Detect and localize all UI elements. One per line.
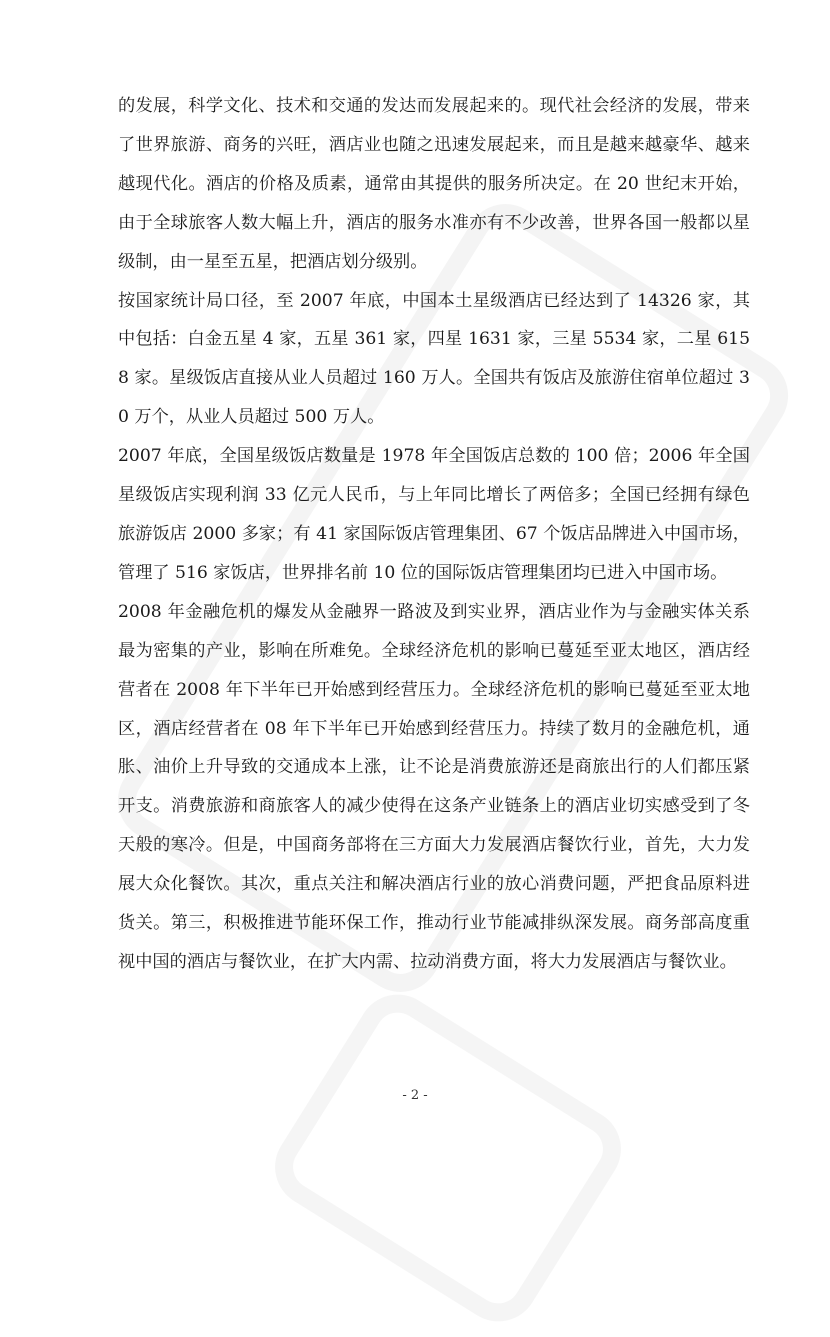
- document-body: [118, 87, 750, 982]
- page-number: - 2 -: [402, 1088, 428, 1103]
- watermark: [260, 980, 636, 1337]
- paragraph-star-hotel-stats: 按国家统计局口径，至 2007 年底，中国本土星级酒店已经达到了 14326 家，其中包括：白金五星 4 家，五星 361 家，四星 1631 家，三星 5534 家，二星 6158 家。星级饭店直接从业人员超过 160 万人。全国共有饭店及旅游住宿单位超过 30 万个，从业人员超过 500 万人。: [118, 290, 750, 428]
- paragraph-2008-financial-crisis: 2008 年金融危机的爆发从金融界一路波及到实业界，酒店业作为与金融实体关系最为密集的产业，影响在所难免。全球经济危机的影响已蔓延至亚太地区，酒店经营者在 2008 年下半年已开始感到经营压力。全球经济危机的影响已蔓延至亚太地区，酒店经营者在 08 年下半年已开始感到经营压力。持续了数月的金融危机，通胀、油价上升导致的交通成本上涨，让不论是消费旅游还是商旅出行的人们都压紧开支。消费旅游和商旅客人的减少使得在这条产业链条上的酒店业切实感受到了冬天般的寒冷。但是，中国商务部将在三方面大力发展酒店餐饮行业，首先，大力发展大众化餐饮。其次，重点关注和解决酒店行业的放心消费问题，严把食品原料进货关。第三，积极推进节能环保工作，推动行业节能减排纵深发展。商务部高度重视中国的酒店与餐饮业，在扩大内需、拉动消费方面，将大力发展酒店与餐饮业。: [118, 601, 750, 972]
- paragraph-2007-growth: 2007 年底，全国星级饭店数量是 1978 年全国饭店总数的 100 倍；2006 年全国星级饭店实现利润 33 亿元人民币，与上年同比增长了两倍多；全国已经拥有绿色旅游饭店 2000 多家；有 41 家国际饭店管理集团、67 个饭店品牌进入中国市场，管理了 516 家饭店，世界排名前 10 位的国际饭店管理集团均已进入中国市场。: [118, 446, 750, 583]
- paragraph-hotel-history: 的发展，科学文化、技术和交通的发达而发展起来的。现代社会经济的发展，带来了世界旅游、商务的兴旺，酒店业也随之迅速发展起来，而且是越来越豪华、越来越现代化。酒店的价格及质素，通常由其提供的服务所决定。在 20 世纪末开始，由于全球旅客人数大幅上升，酒店的服务水准亦有不少改善，世界各国一般都以星级制，由一星至五星，把酒店划分级别。: [118, 96, 750, 272]
